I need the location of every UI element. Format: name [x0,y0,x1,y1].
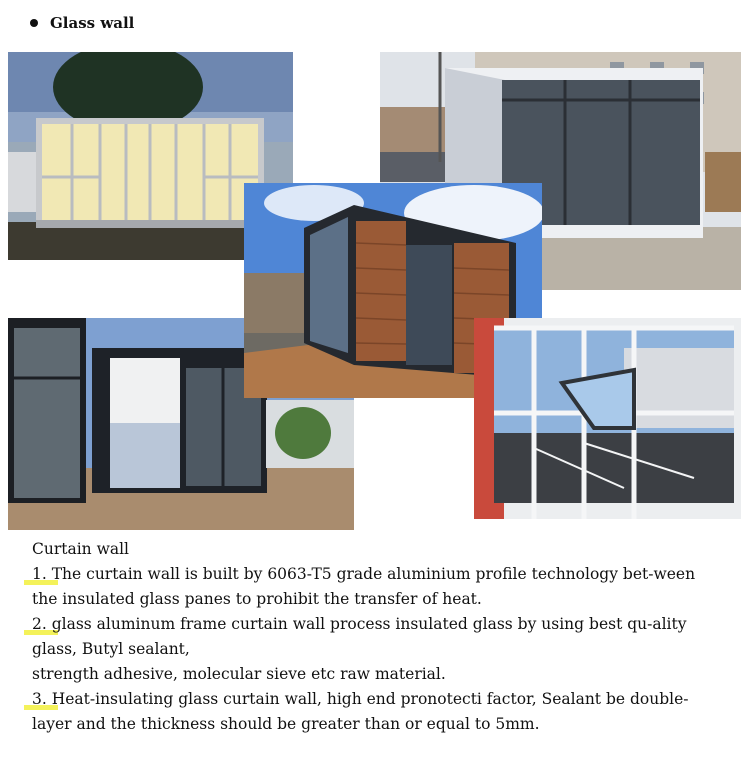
point-3-text: Heat-insulating glass curtain wall, high end pronotecti factor, Sealant be double-layer and the thickness should be greater than or equal to 5mm. [32,690,689,733]
point-3-number: 3. [32,690,47,708]
bullet-icon [30,19,38,27]
section-heading [30,14,134,32]
photo-glass-wall-awning-window [474,318,741,519]
description-point-2-continued: strength adhesive, molecular sieve etc raw material. [32,665,446,683]
description-point-1 [32,562,722,612]
point-2-number: 2. [32,615,47,633]
point-1-text: The curtain wall is built by 6063-T5 grade aluminium profile technology bet-ween the insulated glass panes to prohibit the transfer of heat. [32,565,696,608]
point-2-text: glass aluminum frame curtain wall process insulated glass by using best qu-ality glass, Butyl sealant, [32,615,687,658]
section-title: Glass wall [50,14,135,32]
description-title: Curtain wall [32,540,130,558]
description-point-2 [32,612,722,662]
description-point-3 [32,687,722,737]
point-1-number: 1. [32,565,47,583]
curtain-wall-description [32,537,722,737]
